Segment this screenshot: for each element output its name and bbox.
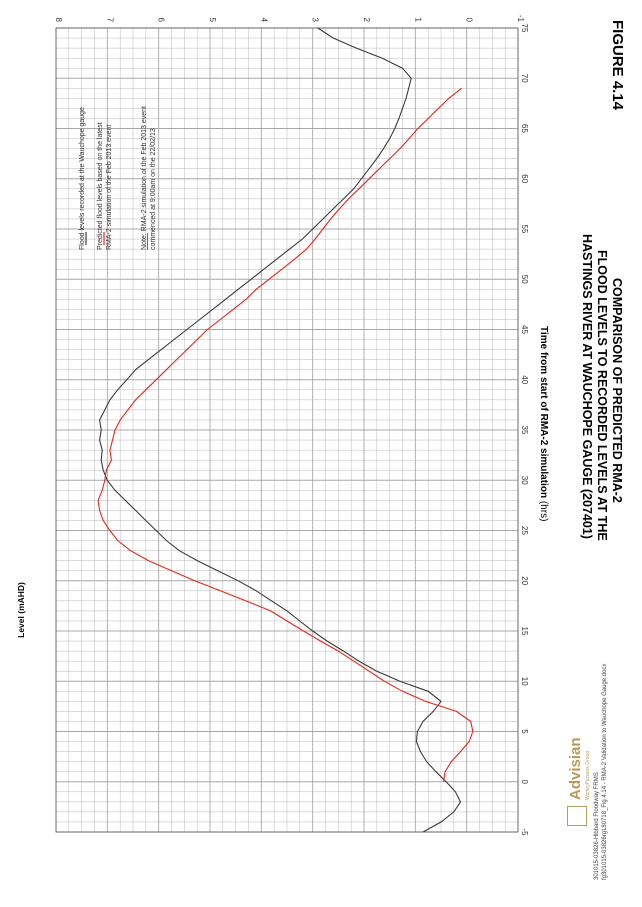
figure-title-line-1: COMPARISON OF PREDICTED RMA-2 — [610, 278, 624, 503]
x-tick-label: 55 — [520, 224, 529, 234]
figure-title-line-2: FLOOD LEVELS TO RECORDED LEVELS AT THE — [595, 250, 609, 541]
figure-title-line-3: HASTINGS RIVER AT WAUCHOPE GAUGE (207401) — [580, 234, 594, 539]
chart-grid — [56, 28, 518, 832]
x-tick-label: 65 — [520, 124, 529, 133]
legend-recorded-text: Flood levels recorded at the Wauchope gauge — [79, 107, 86, 250]
note-text: RMA-2 simulation of the Feb 2013 event — [141, 106, 148, 234]
x-tick-label: 5 — [520, 729, 529, 734]
chart-legend — [79, 106, 157, 250]
x-tick-label: 10 — [520, 676, 529, 686]
x-tick-label: 70 — [520, 73, 529, 83]
x-tick-label: 75 — [520, 23, 529, 33]
chart-ticks — [16, 15, 529, 836]
y-axis-label: Level (mAHD) — [16, 582, 26, 638]
legend-predicted-text: RMA-2 simulation of the Feb 2013 event — [106, 124, 113, 250]
x-tick-label: 40 — [520, 375, 529, 385]
x-tick-label: 15 — [520, 626, 529, 636]
y-tick-label: 4 — [259, 17, 269, 22]
x-axis-label-text: Time from start of RMA-2 simulation — [538, 326, 549, 499]
advisian-logo-mark — [567, 806, 587, 826]
brand-sub: WorleyParsons Group — [585, 750, 591, 800]
x-tick-label: 60 — [520, 174, 529, 184]
y-tick-label: 0 — [464, 17, 474, 22]
x-tick-label: 50 — [520, 274, 529, 284]
y-tick-label: 1 — [413, 17, 423, 22]
chart-note-line-1 — [141, 106, 148, 250]
chart-note-line-2: commenced at 9:00am on the 22/02/13 — [150, 128, 157, 250]
x-tick-label: 35 — [520, 425, 529, 435]
x-tick-label: 45 — [520, 325, 529, 334]
x-tick-label: 25 — [520, 526, 529, 535]
footer-line-2: fg301015-03826rg180718_Fig 4.14 - RMA-2 Validation to Wauchope Gauge.docx — [602, 663, 608, 880]
footer-line-1: 301015-03826-Hibbard Floodway FRMS — [594, 772, 600, 880]
y-tick-label: 3 — [310, 17, 320, 22]
figure-label: FIGURE 4.14 — [609, 20, 626, 111]
brand-name: Advisian — [567, 737, 584, 800]
x-tick-label: -5 — [520, 828, 529, 836]
y-tick-label: -1 — [516, 14, 525, 22]
note-label: Note: — [141, 233, 148, 250]
x-axis-unit: (hrs) — [538, 500, 549, 522]
y-tick-label: 5 — [208, 17, 217, 22]
x-tick-label: 20 — [520, 576, 529, 586]
x-tick-label: 0 — [520, 779, 529, 784]
y-tick-label: 6 — [156, 17, 166, 22]
legend-predicted-text: Predicted flood levels based on the latest — [97, 122, 104, 250]
y-tick-label: 7 — [105, 17, 115, 22]
y-tick-label: 2 — [362, 17, 371, 22]
x-tick-label: 30 — [520, 475, 529, 485]
y-tick-label: 8 — [54, 17, 63, 22]
